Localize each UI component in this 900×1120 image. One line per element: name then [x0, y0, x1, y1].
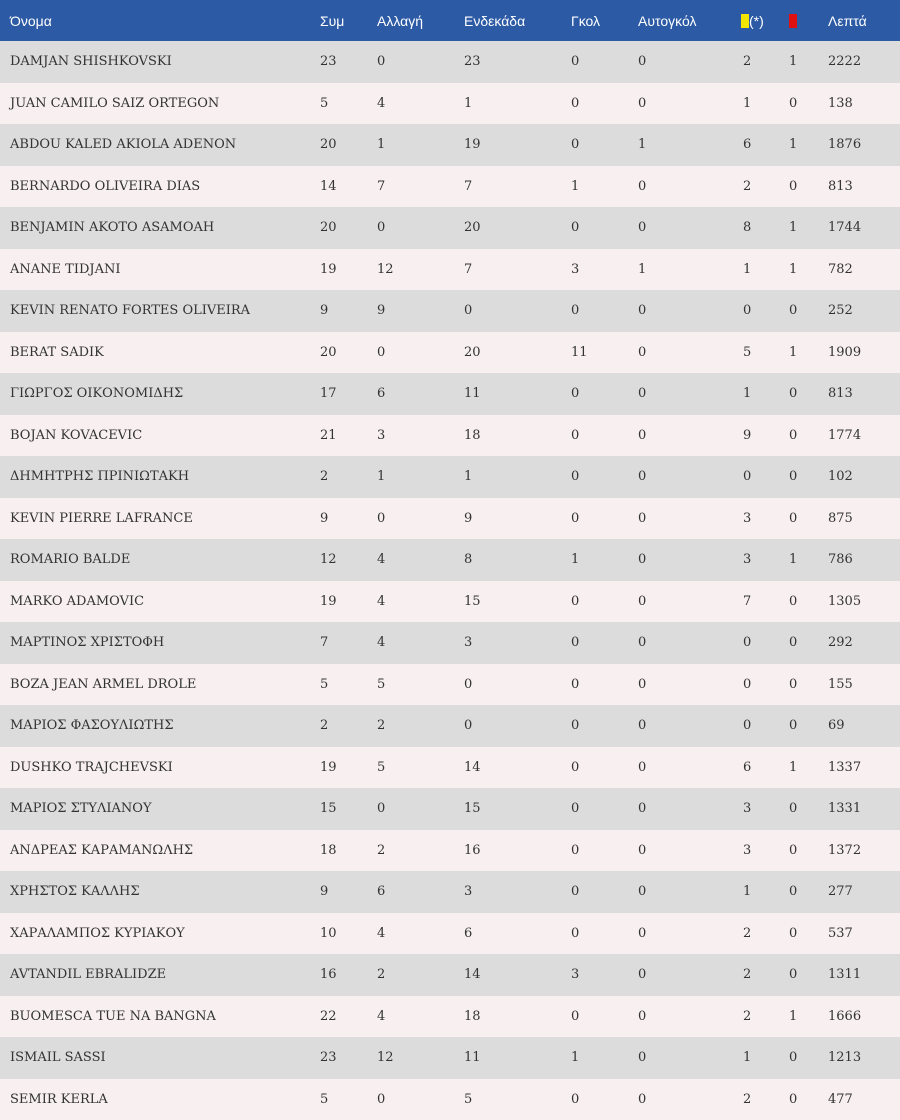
cell-red-cards: 0: [783, 871, 818, 913]
cell-goals: 1: [561, 539, 628, 581]
table-row[interactable]: [0, 1037, 900, 1079]
cell-goals: 0: [561, 996, 628, 1038]
table-row[interactable]: [0, 830, 900, 872]
cell-minutes: 1337: [818, 747, 900, 789]
cell-minutes: 292: [818, 622, 900, 664]
cell-minutes: 102: [818, 456, 900, 498]
cell-minutes: 1744: [818, 207, 900, 249]
cell-starts: 7: [454, 166, 561, 208]
cell-substitutions: 4: [367, 581, 454, 623]
cell-red-cards: 0: [783, 913, 818, 955]
cell-goals: 0: [561, 290, 628, 332]
cell-substitutions: 0: [367, 498, 454, 540]
cell-minutes: 252: [818, 290, 900, 332]
cell-appearances: 10: [310, 913, 367, 955]
cell-substitutions: 2: [367, 705, 454, 747]
cell-starts: 20: [454, 207, 561, 249]
cell-player-name[interactable]: ABDOU KALED AKIOLA ADENON: [0, 124, 310, 166]
table-row[interactable]: [0, 124, 900, 166]
cell-minutes: 1909: [818, 332, 900, 374]
cell-own-goals: 0: [628, 456, 723, 498]
header-goals[interactable]: Γκολ: [561, 0, 628, 41]
cell-own-goals: 0: [628, 207, 723, 249]
cell-starts: 5: [454, 1079, 561, 1120]
cell-yellow-cards: 0: [723, 622, 783, 664]
cell-minutes: 69: [818, 705, 900, 747]
cell-starts: 19: [454, 124, 561, 166]
cell-player-name[interactable]: ΧΡΗΣΤΟΣ ΚΑΛΛΗΣ: [0, 871, 310, 913]
cell-player-name[interactable]: ISMAIL SASSI: [0, 1037, 310, 1079]
cell-yellow-cards: 1: [723, 249, 783, 291]
cell-starts: 18: [454, 996, 561, 1038]
cell-player-name[interactable]: DUSHKO TRAJCHEVSKI: [0, 747, 310, 789]
cell-own-goals: 0: [628, 290, 723, 332]
cell-goals: 3: [561, 249, 628, 291]
cell-yellow-cards: 5: [723, 332, 783, 374]
cell-starts: 6: [454, 913, 561, 955]
cell-substitutions: 0: [367, 788, 454, 830]
cell-substitutions: 4: [367, 83, 454, 125]
header-appearances[interactable]: Συμ: [310, 0, 367, 41]
cell-substitutions: 2: [367, 954, 454, 996]
cell-own-goals: 0: [628, 788, 723, 830]
cell-red-cards: 1: [783, 249, 818, 291]
cell-starts: 14: [454, 747, 561, 789]
cell-yellow-cards: 3: [723, 539, 783, 581]
cell-yellow-cards: 1: [723, 373, 783, 415]
cell-appearances: 19: [310, 249, 367, 291]
table-row[interactable]: [0, 664, 900, 706]
cell-red-cards: 1: [783, 124, 818, 166]
cell-minutes: 155: [818, 664, 900, 706]
cell-red-cards: 0: [783, 1037, 818, 1079]
cell-starts: 11: [454, 373, 561, 415]
cell-red-cards: 1: [783, 41, 818, 83]
cell-red-cards: 0: [783, 456, 818, 498]
red-card-icon: [789, 14, 797, 28]
cell-red-cards: 0: [783, 664, 818, 706]
cell-red-cards: 0: [783, 581, 818, 623]
cell-player-name[interactable]: AVTANDIL EBRALIDZE: [0, 954, 310, 996]
cell-starts: 15: [454, 788, 561, 830]
cell-appearances: 12: [310, 539, 367, 581]
cell-red-cards: 0: [783, 166, 818, 208]
cell-yellow-cards: 1: [723, 83, 783, 125]
cell-player-name[interactable]: ΧΑΡΑΛΑΜΠΟΣ ΚΥΡΙΑΚΟΥ: [0, 913, 310, 955]
table-row[interactable]: [0, 249, 900, 291]
table-row[interactable]: [0, 954, 900, 996]
cell-appearances: 2: [310, 456, 367, 498]
cell-minutes: 1305: [818, 581, 900, 623]
cell-yellow-cards: 6: [723, 747, 783, 789]
cell-yellow-cards: 7: [723, 581, 783, 623]
cell-appearances: 5: [310, 1079, 367, 1120]
cell-goals: 0: [561, 456, 628, 498]
cell-appearances: 19: [310, 581, 367, 623]
table-row[interactable]: [0, 83, 900, 125]
cell-goals: 0: [561, 871, 628, 913]
cell-minutes: 2222: [818, 41, 900, 83]
cell-goals: 0: [561, 788, 628, 830]
cell-player-name[interactable]: SEMIR KERLA: [0, 1079, 310, 1120]
table-row[interactable]: [0, 456, 900, 498]
cell-red-cards: 0: [783, 788, 818, 830]
cell-starts: 23: [454, 41, 561, 83]
cell-substitutions: 4: [367, 996, 454, 1038]
cell-substitutions: 4: [367, 539, 454, 581]
table-row[interactable]: [0, 498, 900, 540]
cell-red-cards: 0: [783, 373, 818, 415]
header-yellow-cards[interactable]: [723, 0, 783, 41]
cell-red-cards: 0: [783, 622, 818, 664]
cell-goals: 0: [561, 664, 628, 706]
cell-starts: 16: [454, 830, 561, 872]
cell-own-goals: 0: [628, 871, 723, 913]
cell-appearances: 9: [310, 871, 367, 913]
cell-minutes: 1372: [818, 830, 900, 872]
table-row[interactable]: [0, 373, 900, 415]
cell-yellow-cards: 2: [723, 996, 783, 1038]
cell-minutes: 277: [818, 871, 900, 913]
cell-own-goals: 0: [628, 747, 723, 789]
cell-own-goals: 0: [628, 41, 723, 83]
table-row[interactable]: [0, 581, 900, 623]
cell-minutes: 782: [818, 249, 900, 291]
header-name[interactable]: Όνομα: [0, 0, 310, 41]
cell-appearances: 7: [310, 622, 367, 664]
cell-own-goals: 0: [628, 622, 723, 664]
cell-red-cards: 0: [783, 290, 818, 332]
cell-substitutions: 3: [367, 415, 454, 457]
table-row[interactable]: [0, 705, 900, 747]
table-row[interactable]: [0, 290, 900, 332]
cell-own-goals: 0: [628, 83, 723, 125]
cell-goals: 11: [561, 332, 628, 374]
cell-player-name[interactable]: ΜΑΡΤΙΝΟΣ ΧΡΙΣΤΟΦΗ: [0, 622, 310, 664]
cell-player-name[interactable]: ΑΝΔΡΕΑΣ ΚΑΡΑΜΑΝΩΛΗΣ: [0, 830, 310, 872]
cell-goals: 0: [561, 207, 628, 249]
table-row[interactable]: [0, 871, 900, 913]
cell-appearances: 14: [310, 166, 367, 208]
cell-player-name[interactable]: ΜΑΡΙΟΣ ΣΤΥΛΙΑΝΟΥ: [0, 788, 310, 830]
table-row[interactable]: [0, 1079, 900, 1120]
cell-own-goals: 0: [628, 166, 723, 208]
cell-goals: 0: [561, 747, 628, 789]
cell-substitutions: 9: [367, 290, 454, 332]
cell-player-name[interactable]: ΔΗΜΗΤΡΗΣ ΠΡΙΝΙΩΤΑΚΗ: [0, 456, 310, 498]
cell-starts: 0: [454, 290, 561, 332]
cell-substitutions: 12: [367, 1037, 454, 1079]
cell-starts: 14: [454, 954, 561, 996]
cell-minutes: 1666: [818, 996, 900, 1038]
cell-appearances: 5: [310, 664, 367, 706]
table-row[interactable]: [0, 996, 900, 1038]
cell-yellow-cards: 1: [723, 871, 783, 913]
cell-goals: 0: [561, 124, 628, 166]
cell-player-name[interactable]: BENJAMIN AKOTO ASAMOAH: [0, 207, 310, 249]
cell-starts: 0: [454, 705, 561, 747]
cell-red-cards: 0: [783, 705, 818, 747]
table-body: [0, 41, 900, 1120]
cell-appearances: 5: [310, 83, 367, 125]
cell-goals: 0: [561, 83, 628, 125]
table-row[interactable]: [0, 332, 900, 374]
cell-minutes: 813: [818, 373, 900, 415]
cell-substitutions: 2: [367, 830, 454, 872]
cell-starts: 1: [454, 456, 561, 498]
cell-own-goals: 0: [628, 415, 723, 457]
cell-appearances: 23: [310, 41, 367, 83]
cell-appearances: 20: [310, 332, 367, 374]
cell-player-name[interactable]: KEVIN PIERRE LAFRANCE: [0, 498, 310, 540]
cell-yellow-cards: 2: [723, 166, 783, 208]
header-starts[interactable]: Ενδεκάδα: [454, 0, 561, 41]
cell-starts: 11: [454, 1037, 561, 1079]
cell-player-name[interactable]: BOJAN KOVACEVIC: [0, 415, 310, 457]
table-row[interactable]: [0, 415, 900, 457]
cell-appearances: 15: [310, 788, 367, 830]
header-substitutions[interactable]: Αλλαγή: [367, 0, 454, 41]
cell-minutes: 875: [818, 498, 900, 540]
cell-yellow-cards: 0: [723, 290, 783, 332]
cell-appearances: 18: [310, 830, 367, 872]
cell-red-cards: 1: [783, 996, 818, 1038]
cell-minutes: 477: [818, 1079, 900, 1120]
cell-own-goals: 0: [628, 1079, 723, 1120]
cell-starts: 18: [454, 415, 561, 457]
cell-starts: 7: [454, 249, 561, 291]
cell-player-name[interactable]: BERAT SADIK: [0, 332, 310, 374]
cell-own-goals: 0: [628, 705, 723, 747]
cell-own-goals: 1: [628, 124, 723, 166]
cell-red-cards: 1: [783, 207, 818, 249]
cell-yellow-cards: 0: [723, 705, 783, 747]
cell-minutes: 138: [818, 83, 900, 125]
cell-goals: 0: [561, 581, 628, 623]
cell-minutes: 786: [818, 539, 900, 581]
table-row[interactable]: [0, 622, 900, 664]
table-row[interactable]: [0, 41, 900, 83]
cell-starts: 15: [454, 581, 561, 623]
cell-minutes: 1311: [818, 954, 900, 996]
table-row[interactable]: [0, 913, 900, 955]
table-row[interactable]: [0, 539, 900, 581]
cell-goals: 0: [561, 373, 628, 415]
yellow-card-icon: [741, 14, 749, 28]
cell-yellow-cards: 1: [723, 1037, 783, 1079]
cell-substitutions: 6: [367, 373, 454, 415]
cell-goals: 0: [561, 498, 628, 540]
cell-player-name[interactable]: ROMARIO BALDE: [0, 539, 310, 581]
cell-own-goals: 0: [628, 581, 723, 623]
cell-goals: 0: [561, 415, 628, 457]
cell-appearances: 17: [310, 373, 367, 415]
cell-minutes: 1876: [818, 124, 900, 166]
cell-substitutions: 0: [367, 41, 454, 83]
cell-own-goals: 0: [628, 332, 723, 374]
cell-appearances: 9: [310, 290, 367, 332]
cell-minutes: 1331: [818, 788, 900, 830]
cell-own-goals: 0: [628, 539, 723, 581]
cell-minutes: 1213: [818, 1037, 900, 1079]
cell-starts: 20: [454, 332, 561, 374]
cell-appearances: 9: [310, 498, 367, 540]
cell-substitutions: 1: [367, 124, 454, 166]
cell-own-goals: 0: [628, 913, 723, 955]
cell-minutes: 813: [818, 166, 900, 208]
cell-starts: 9: [454, 498, 561, 540]
cell-yellow-cards: 2: [723, 1079, 783, 1120]
cell-player-name[interactable]: ΜΑΡΙΟΣ ΦΑΣΟΥΛΙΩΤΗΣ: [0, 705, 310, 747]
header-red-cards[interactable]: [783, 0, 818, 41]
cell-red-cards: 0: [783, 954, 818, 996]
cell-goals: 1: [561, 1037, 628, 1079]
cell-yellow-cards: 2: [723, 913, 783, 955]
yellow-card-suffix: (*): [749, 13, 764, 29]
cell-own-goals: 0: [628, 954, 723, 996]
table-header-row: [0, 0, 900, 41]
header-minutes[interactable]: Λεπτά: [818, 0, 900, 41]
cell-substitutions: 1: [367, 456, 454, 498]
cell-red-cards: 0: [783, 498, 818, 540]
cell-substitutions: 4: [367, 913, 454, 955]
cell-goals: 3: [561, 954, 628, 996]
cell-appearances: 16: [310, 954, 367, 996]
cell-player-name[interactable]: BUOMESCA TUE NA BANGNA: [0, 996, 310, 1038]
cell-own-goals: 0: [628, 996, 723, 1038]
cell-goals: 1: [561, 166, 628, 208]
cell-goals: 0: [561, 830, 628, 872]
cell-player-name[interactable]: BOZA JEAN ARMEL DROLE: [0, 664, 310, 706]
cell-appearances: 20: [310, 124, 367, 166]
cell-appearances: 22: [310, 996, 367, 1038]
cell-minutes: 1774: [818, 415, 900, 457]
cell-red-cards: 0: [783, 83, 818, 125]
cell-player-name[interactable]: MARKO ADAMOVIC: [0, 581, 310, 623]
cell-yellow-cards: 3: [723, 788, 783, 830]
cell-appearances: 21: [310, 415, 367, 457]
cell-goals: 0: [561, 622, 628, 664]
cell-substitutions: 5: [367, 664, 454, 706]
cell-player-name[interactable]: BERNARDO OLIVEIRA DIAS: [0, 166, 310, 208]
cell-substitutions: 6: [367, 871, 454, 913]
cell-goals: 0: [561, 41, 628, 83]
cell-yellow-cards: 2: [723, 954, 783, 996]
cell-starts: 3: [454, 871, 561, 913]
cell-red-cards: 1: [783, 539, 818, 581]
header-own-goals[interactable]: Αυτογκόλ: [628, 0, 723, 41]
cell-yellow-cards: 8: [723, 207, 783, 249]
cell-goals: 0: [561, 705, 628, 747]
table-row[interactable]: [0, 207, 900, 249]
cell-yellow-cards: 6: [723, 124, 783, 166]
cell-red-cards: 1: [783, 332, 818, 374]
cell-red-cards: 1: [783, 747, 818, 789]
table-row[interactable]: [0, 747, 900, 789]
cell-substitutions: 4: [367, 622, 454, 664]
cell-substitutions: 12: [367, 249, 454, 291]
cell-player-name[interactable]: JUAN CAMILO SAIZ ORTEGON: [0, 83, 310, 125]
cell-starts: 0: [454, 664, 561, 706]
cell-substitutions: 0: [367, 1079, 454, 1120]
cell-appearances: 20: [310, 207, 367, 249]
cell-starts: 3: [454, 622, 561, 664]
cell-own-goals: 0: [628, 664, 723, 706]
cell-player-name[interactable]: KEVIN RENATO FORTES OLIVEIRA: [0, 290, 310, 332]
cell-own-goals: 0: [628, 373, 723, 415]
cell-substitutions: 0: [367, 332, 454, 374]
cell-red-cards: 0: [783, 1079, 818, 1120]
cell-substitutions: 0: [367, 207, 454, 249]
cell-minutes: 537: [818, 913, 900, 955]
cell-red-cards: 0: [783, 415, 818, 457]
cell-goals: 0: [561, 913, 628, 955]
table-row[interactable]: [0, 166, 900, 208]
cell-red-cards: 0: [783, 830, 818, 872]
cell-own-goals: 0: [628, 498, 723, 540]
cell-yellow-cards: 3: [723, 830, 783, 872]
cell-substitutions: 7: [367, 166, 454, 208]
cell-starts: 8: [454, 539, 561, 581]
cell-yellow-cards: 0: [723, 664, 783, 706]
cell-yellow-cards: 2: [723, 41, 783, 83]
cell-player-name[interactable]: ΓΙΩΡΓΟΣ ΟΙΚΟΝΟΜΙΔΗΣ: [0, 373, 310, 415]
cell-starts: 1: [454, 83, 561, 125]
cell-appearances: 2: [310, 705, 367, 747]
table-row[interactable]: [0, 788, 900, 830]
cell-yellow-cards: 9: [723, 415, 783, 457]
cell-appearances: 19: [310, 747, 367, 789]
cell-own-goals: 0: [628, 830, 723, 872]
cell-player-name[interactable]: DAMJAN SHISHKOVSKI: [0, 41, 310, 83]
cell-yellow-cards: 0: [723, 456, 783, 498]
cell-appearances: 23: [310, 1037, 367, 1079]
cell-substitutions: 5: [367, 747, 454, 789]
cell-goals: 0: [561, 1079, 628, 1120]
cell-player-name[interactable]: ANANE TIDJANI: [0, 249, 310, 291]
cell-yellow-cards: 3: [723, 498, 783, 540]
cell-own-goals: 0: [628, 1037, 723, 1079]
cell-own-goals: 1: [628, 249, 723, 291]
